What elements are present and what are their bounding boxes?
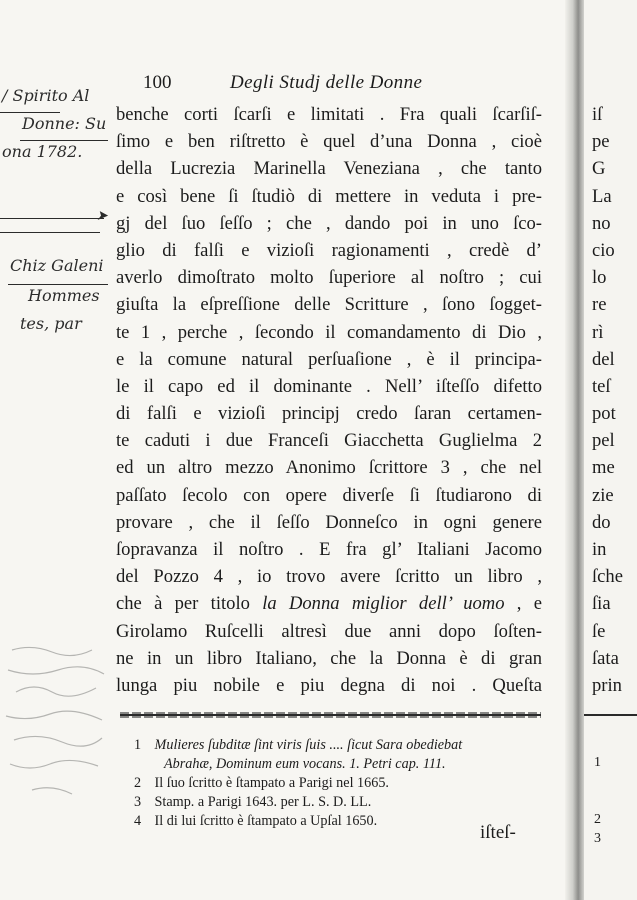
footnote-rule bbox=[120, 714, 541, 716]
text-line: paſſato ſecolo con opere diverſe ſi ſtudiarono di bbox=[116, 484, 542, 506]
footnote-text: Abrahæ, Dominum eum vocans. 1. Petri cap. 111. bbox=[164, 756, 446, 772]
footnote-continuation bbox=[134, 755, 544, 774]
footnote-number: 2 bbox=[134, 775, 142, 791]
right-page-fragment: ſata bbox=[592, 647, 619, 669]
arrow-icon: ➤ bbox=[96, 208, 108, 224]
footnote-text: Il ſuo ſcritto è ſtampato a Parigi nel 1665. bbox=[154, 775, 389, 791]
right-footnote-num: 1 bbox=[594, 755, 601, 770]
text-line: e così bene ſi ſtudiò di mettere in veduta i pre- bbox=[116, 185, 542, 207]
right-page-fragment: pot bbox=[592, 403, 616, 425]
right-page-fragment: re bbox=[592, 294, 607, 316]
footnotes bbox=[134, 736, 544, 831]
right-page-fragment: pe bbox=[592, 131, 610, 153]
footnote-number: 3 bbox=[134, 794, 142, 810]
footnote-text: Il di lui ſcritto è ſtampato a Upſal 1650. bbox=[154, 813, 378, 829]
text-line: te 1 , perche , ſecondo il comandamento di Dio , bbox=[116, 321, 542, 343]
page-number: 100 bbox=[143, 72, 172, 93]
text-line: ed un altro mezzo Anonimo ſcrittore 3 , che nel bbox=[116, 457, 542, 479]
text-line: glio di falſi e vizioſi ragionamenti , credè d’ bbox=[116, 239, 542, 261]
right-page-fragment: me bbox=[592, 457, 615, 479]
right-page-text bbox=[592, 101, 623, 699]
book-title: la Donna miglior dell’ uomo bbox=[262, 593, 505, 615]
right-page-fragment: do bbox=[592, 511, 611, 533]
right-page-fragment: teſ bbox=[592, 375, 611, 397]
catchword: iſteſ- bbox=[480, 822, 516, 843]
text-line: le il capo ed il dominante . Nell’ iſteſſo difetto bbox=[116, 375, 542, 397]
margin-underline bbox=[0, 112, 60, 113]
right-page-fragment: no bbox=[592, 212, 611, 234]
right-page-fragment: in bbox=[592, 539, 607, 560]
margin-underline bbox=[20, 140, 108, 141]
right-page-fragment: iſ bbox=[592, 104, 603, 125]
right-page-footnotes bbox=[594, 753, 601, 848]
margin-note: tes, par bbox=[20, 314, 82, 333]
body-text bbox=[116, 101, 542, 699]
margin-note: Hommes bbox=[28, 286, 100, 305]
text-line: e la comune natural perſuaſione , è il principa- bbox=[116, 348, 542, 370]
text-line: gj del ſuo ſeſſo ; che , dando poi in uno ſco- bbox=[116, 212, 542, 234]
right-page-fragment: La bbox=[592, 185, 612, 207]
margin-note: Donne: Su bbox=[22, 114, 107, 133]
right-page-fragment: lo bbox=[592, 267, 607, 289]
right-page bbox=[584, 0, 637, 900]
text-line: di falſi e vizioſi principj credo ſaran certamen- bbox=[116, 403, 542, 425]
text-line: Girolamo Ruſcelli altresì due anni dopo ſoſten- bbox=[116, 620, 542, 642]
text-line: provare , che il ſeſſo Donneſco in ogni genere bbox=[116, 511, 542, 533]
margin-arrow-line bbox=[0, 232, 100, 233]
text-line bbox=[116, 590, 542, 617]
text-line: ſopravanza il noſtro . E fra gl’ Italiani Jacomo bbox=[116, 539, 542, 560]
running-head: Degli Studj delle Donne bbox=[230, 72, 423, 93]
text-line: te caduti i due Franceſi Giacchetta Guglielma 2 bbox=[116, 430, 542, 452]
text-line: della Lucrezia Marinella Veneziana , che tanto bbox=[116, 158, 542, 180]
right-page-fragment: cio bbox=[592, 239, 615, 261]
right-page-fragment: prin bbox=[592, 674, 622, 696]
handwritten-margin-notes bbox=[0, 80, 116, 480]
text-line: del Pozzo 4 , io trovo avere ſcritto un libro , bbox=[116, 566, 542, 588]
right-page-fragment: rì bbox=[592, 321, 604, 343]
footnote bbox=[134, 736, 544, 755]
margin-arrow-line bbox=[0, 218, 104, 219]
text-fragment: che à per titolo bbox=[116, 593, 263, 615]
margin-note: ona 1782. bbox=[2, 142, 83, 161]
text-line: ne in un libro Italiano, che la Donna è di gran bbox=[116, 647, 542, 669]
text-line: giuſta la eſpreſſione delle Scritture , ſono ſogget- bbox=[116, 294, 542, 316]
right-page-fragment: ſia bbox=[592, 593, 611, 615]
faded-stamp-mark bbox=[2, 640, 114, 815]
margin-underline bbox=[8, 284, 108, 285]
footnote-text: Stamp. a Parigi 1643. per L. S. D. LL. bbox=[154, 794, 372, 810]
margin-note: / Spirito Al bbox=[2, 86, 90, 105]
footnote-text: Mulieres ſubditæ ſint viris ſuis .... ſicut Sara obediebat bbox=[154, 737, 463, 753]
footnote bbox=[134, 774, 544, 793]
text-fragment: , e bbox=[504, 593, 542, 615]
footnote-number: 1 bbox=[134, 737, 142, 753]
text-line: lunga piu nobile e piu degna di noi . Queſta bbox=[116, 674, 542, 696]
text-line: benche corti ſcarſi e limitati . Fra quali ſcarſiſ- bbox=[116, 104, 542, 125]
right-page-fragment: ſche bbox=[592, 566, 623, 588]
right-footnote-num: 3 bbox=[594, 831, 601, 846]
right-page-fragment: G bbox=[592, 158, 606, 180]
right-page-fragment: pel bbox=[592, 430, 615, 452]
right-page-rule bbox=[584, 714, 637, 716]
footnote bbox=[134, 793, 544, 812]
page-header bbox=[143, 72, 483, 98]
text-line: averlo dimoſtrato molto ſuperiore al noſtro ; cui bbox=[116, 267, 542, 289]
footnote-number: 4 bbox=[134, 813, 142, 829]
margin-note: Chiz Galeni bbox=[10, 256, 104, 275]
text-line: ſimo e ben riſtretto è quel d’una Donna , cioè bbox=[116, 131, 542, 153]
right-page-fragment: ſe bbox=[592, 620, 606, 642]
right-page-fragment: del bbox=[592, 348, 615, 370]
right-footnote-num: 2 bbox=[594, 812, 601, 827]
right-page-fragment: zie bbox=[592, 484, 614, 506]
